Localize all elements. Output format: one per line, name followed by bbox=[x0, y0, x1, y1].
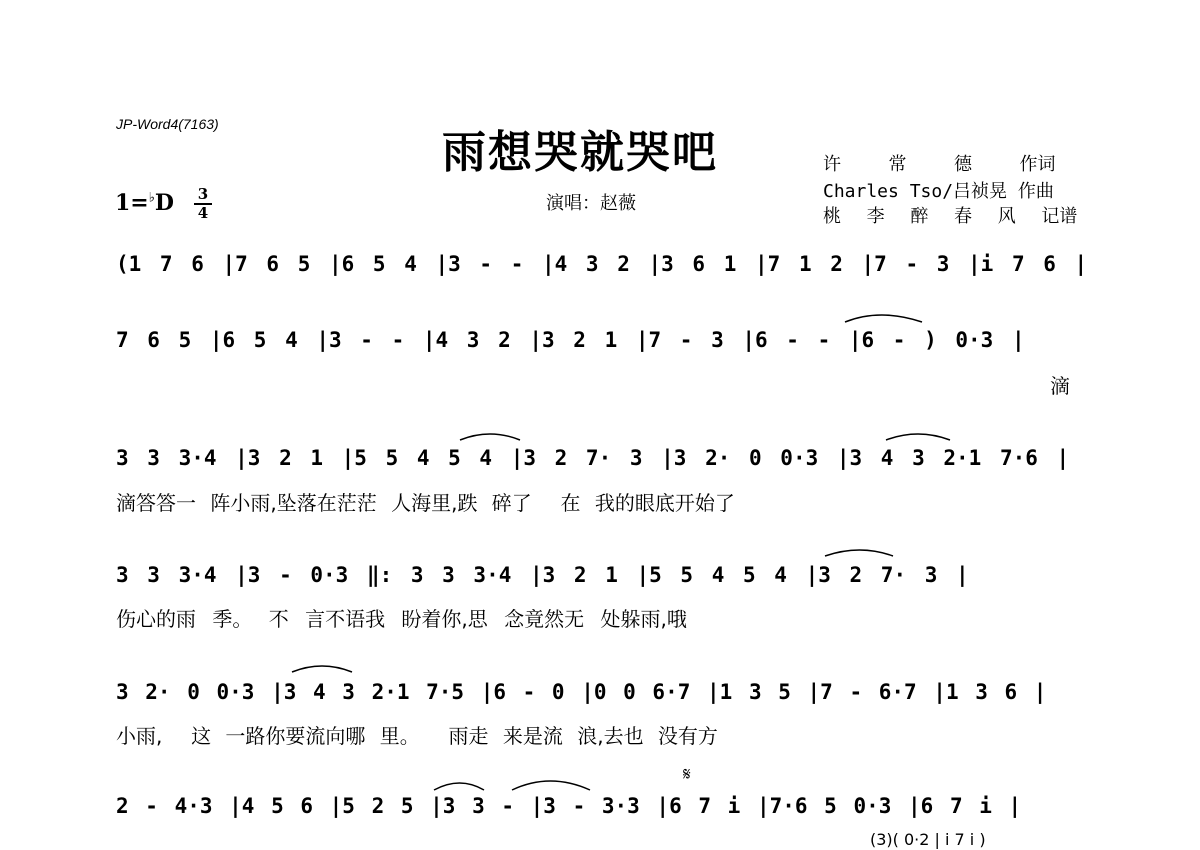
segno-icon: 𝄋 bbox=[683, 764, 691, 785]
score-row-3-lyrics: 滴答答一 阵小雨,坠落在茫茫 人海里,跌 碎了 在 我的眼底开始了 bbox=[116, 491, 735, 515]
singer-credit: 演唱：赵薇 bbox=[546, 193, 636, 214]
time-top: 3 bbox=[197, 185, 209, 203]
lyricist-char-1: 许 bbox=[823, 154, 841, 175]
score-row-4-lyrics: 伤心的雨 季。 不 言不语我 盼着你,思 念竟然无 处躲雨,哦 bbox=[116, 607, 687, 631]
lyricist-char-3: 德 bbox=[954, 154, 972, 175]
transcriber-char-4: 春 bbox=[954, 206, 973, 227]
transcriber-char-3: 醉 bbox=[910, 206, 929, 227]
lyricist-role: 作词 bbox=[1019, 154, 1056, 175]
tie-arc bbox=[434, 783, 484, 790]
triplet-arc bbox=[292, 666, 352, 672]
composer-credit: Charles Tso/吕祯晃 作曲 bbox=[823, 181, 1054, 202]
key-prefix: 1= bbox=[115, 190, 149, 216]
tie-arc bbox=[512, 781, 590, 790]
score-row-6-notes: 2 - 4·3 |4 5 6 |5 2 5 |3 3 - |3 - 3·3 |6 7 i |7·6 5 0·3 |6 7 i | bbox=[116, 794, 1022, 818]
tie-arc bbox=[845, 315, 922, 322]
triplet-arc bbox=[886, 434, 950, 440]
score-row-3-notes: 3 3 3·4 |3 2 1 |5 5 4 5 4 |3 2 7· 3 |3 2· 0 0·3 |3 4 3 2·1 7·6 | bbox=[116, 446, 1070, 470]
time-bottom: 4 bbox=[197, 204, 209, 222]
key-note: D bbox=[154, 190, 174, 216]
score-row-2-notes: 7 6 5 |6 5 4 |3 - - |4 3 2 |3 2 1 |7 - 3 |6 - - |6 - ) 0·3 | bbox=[116, 328, 1025, 352]
score-row-4-notes: 3 3 3·4 |3 - 0·3 ‖: 3 3 3·4 |3 2 1 |5 5 4 5 4 |3 2 7· 3 | bbox=[116, 563, 969, 587]
score-row-1-notes: (1 7 6 |7 6 5 |6 5 4 |3 - - |4 3 2 |3 6 1 |7 1 2 |7 - 3 |i 7 6 | bbox=[116, 252, 1088, 276]
transcriber-char-5: 风 bbox=[997, 206, 1016, 227]
score-row-2-lyrics: 滴 bbox=[1050, 374, 1070, 398]
triplet-arc bbox=[460, 434, 520, 440]
transcriber-char-2: 李 bbox=[866, 206, 885, 227]
song-title: 雨想哭就哭吧 bbox=[442, 127, 718, 178]
score-row-5-notes: 3 2· 0 0·3 |3 4 3 2·1 7·5 |6 - 0 |0 0 6·7 |1 3 5 |7 - 6·7 |1 3 6 | bbox=[116, 680, 1047, 704]
lyricist-char-2: 常 bbox=[888, 154, 907, 175]
score-row-6-lyrics: (3)( 0·2 | i 7 i ) bbox=[870, 830, 986, 849]
transcriber-char-1: 桃 bbox=[823, 206, 841, 227]
score-row-5-lyrics: 小雨, 这 一路你要流向哪 里。 雨走 来是流 浪,去也 没有方 bbox=[116, 724, 718, 748]
triplet-arc bbox=[825, 550, 893, 556]
software-label: JP-Word4(7163) bbox=[116, 116, 219, 132]
transcriber-role: 记谱 bbox=[1041, 206, 1078, 227]
flat-sign: ♭ bbox=[148, 190, 155, 206]
